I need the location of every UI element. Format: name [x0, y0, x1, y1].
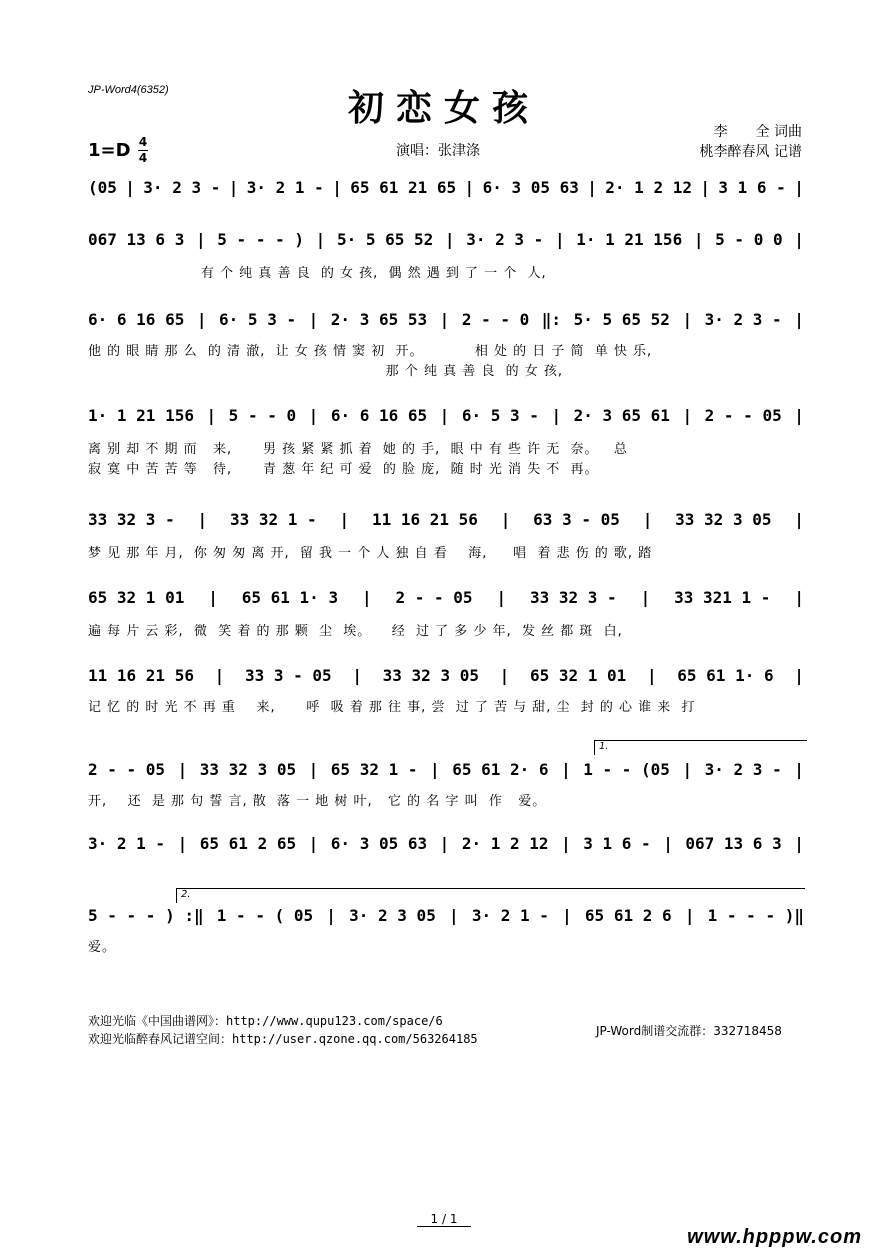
measure: 5 - - - ) [217, 230, 304, 249]
measure: 3· 2 3 - [704, 310, 782, 329]
barline: | [663, 834, 673, 853]
measure: 2 - - 0 [461, 310, 530, 329]
lyric-line-8: 开, 还 是 那 句 誓 言, 散 落 一 地 树 叶, 它 的 名 字 叫 作 爱。 [88, 794, 547, 809]
measure: 2· 3 65 61 [573, 406, 670, 425]
site-watermark: www.hpppw.com [687, 1226, 862, 1248]
score-row [88, 906, 804, 925]
barline: | [444, 230, 455, 249]
measure: 65 32 1 01 [529, 666, 627, 685]
barline: | [308, 760, 319, 779]
barline: | [430, 760, 440, 779]
measure: 2· 3 65 53 [330, 310, 428, 329]
barline: | [794, 406, 804, 425]
barline: | [308, 406, 319, 425]
measure: 6· 6 16 65 [330, 406, 428, 425]
barline: | [682, 310, 693, 329]
measure: 65 32 1 - [330, 760, 418, 779]
barline: | [439, 834, 450, 853]
barline: | [332, 178, 342, 197]
lyric-line-6: 遍 每 片 云 彩, 微 笑 着 的 那 颗 尘 埃。 经 过 了 多 少 年, 发 丝 都 斑 白, [88, 624, 623, 639]
barline: | [794, 666, 804, 685]
score-row [88, 834, 804, 853]
measure: 2 - - 05 [704, 406, 782, 425]
measure: (05 [88, 178, 117, 197]
measure: 3 1 6 - [583, 834, 651, 853]
measure: 33 3 - 05 [244, 666, 332, 685]
measure: 2 - - 05 [88, 760, 166, 779]
barline: | [642, 510, 653, 529]
measure: 11 16 21 56 [371, 510, 478, 529]
time-signature-bottom: 4 [138, 151, 148, 165]
measure: 65 61 21 65 [350, 178, 457, 197]
measure: 11 16 21 56 [88, 666, 194, 685]
time-signature [138, 136, 148, 165]
measure: 067 13 6 3 [685, 834, 782, 853]
barline: | [794, 310, 804, 329]
barline: | [228, 178, 239, 197]
barline: | [439, 310, 450, 329]
barline: | [693, 230, 704, 249]
barline: | [794, 588, 804, 607]
barline: 1 - - - )‖ [707, 906, 804, 925]
measure: 33 32 3 05 [675, 510, 772, 529]
lyric-line-5: 梦 见 那 年 月, 你 匆 匆 离 开, 留 我 一 个 人 独 自 看 海, 唱 着 悲 伤 的 歌, 踏 [88, 546, 653, 561]
barline: | [315, 230, 326, 249]
measure: 6· 5 3 - [461, 406, 539, 425]
measure: 3· 2 3 05 [349, 906, 436, 925]
barline: | [308, 310, 319, 329]
barline: | [794, 510, 804, 529]
barline: 5 - - - ) :‖ [88, 906, 204, 925]
barline: | [214, 666, 225, 685]
measure: 33 32 3 05 [382, 666, 479, 685]
barline: | [794, 178, 804, 197]
measure: 33 321 1 - [674, 588, 771, 607]
measure: 3· 2 3 - [466, 230, 544, 249]
measure: 3· 2 1 - [246, 178, 324, 197]
lyric-line-10: 爱。 [88, 940, 117, 955]
measure: 2· 1 2 12 [605, 178, 692, 197]
barline: | [496, 588, 507, 607]
footer-link-qupu[interactable]: 欢迎光临《中国曲谱网》：http://www.qupu123.com/space/6 [88, 1014, 443, 1028]
measure: 5· 5 65 52 [573, 310, 670, 329]
score-row [88, 510, 804, 529]
barline: | [682, 406, 693, 425]
barline: | [352, 666, 362, 685]
measure: 5 - - 0 [228, 406, 297, 425]
volta-second: 2. [176, 888, 805, 903]
measure: 3· 2 1 - [88, 834, 166, 853]
measure: 65 61 1· 6 [677, 666, 774, 685]
lyric-line-2: 有 个 纯 真 善 良 的 女 孩, 偶 然 遇 到 了 一 个 人, [88, 266, 547, 281]
lyric-line-3a: 他 的 眼 睛 那 么 的 清 澈, 让 女 孩 情 窦 初 开。 相 处 的 日 子 简 单 快 乐, [88, 344, 653, 359]
barline: | [794, 834, 804, 853]
lyric-line-3b: 那 个 纯 真 善 良 的 女 孩, [88, 364, 563, 379]
measure: 5· 5 65 52 [336, 230, 434, 249]
measure: 1 - - (05 [583, 760, 670, 779]
measure: 6· 6 16 65 [88, 310, 185, 329]
lyric-line-7: 记 忆 的 时 光 不 再 重 来, 呼 吸 着 那 往 事, 尝 过 了 苦 与 甜, 尘 封 的 心 谁 来 打 [88, 700, 696, 715]
lyricist-credit: 李 全 词曲 [713, 124, 802, 140]
singer-credit: 演唱：张津涤 [396, 143, 480, 159]
qq-group: JP-Word制谱交流群：332718458 [596, 1024, 782, 1038]
lyric-line-4b: 寂 寞 中 苦 苦 等 待, 青 葱 年 纪 可 爱 的 脸 庞, 随 时 光 消 失 不 再。 [88, 462, 599, 477]
barline: | [196, 310, 207, 329]
measure: 65 61 2· 6 [452, 760, 549, 779]
barline: | [700, 178, 710, 197]
software-label: JP-Word4(6352) [88, 84, 169, 96]
transcriber-credit: 桃李醉春风 记谱 [699, 144, 802, 160]
score-row [88, 760, 804, 779]
measure: 1· 1 21 156 [88, 406, 194, 425]
barline: | [794, 230, 804, 249]
barline: | [500, 510, 511, 529]
measure: 3· 2 3 - [704, 760, 782, 779]
barline: | [684, 906, 695, 925]
measure: 33 32 3 05 [199, 760, 297, 779]
measure: 6· 5 3 - [219, 310, 297, 329]
measure: 33 32 1 - [229, 510, 317, 529]
footer-link-qzone[interactable]: 欢迎光临醉春风记谱空间：http://user.qzone.qq.com/563264185 [88, 1032, 478, 1046]
barline: | [308, 834, 319, 853]
barline: | [587, 178, 597, 197]
barline: | [464, 178, 475, 197]
measure: 63 3 - 05 [533, 510, 620, 529]
measure: 3· 2 3 - [143, 178, 221, 197]
measure: 2· 1 2 12 [461, 834, 549, 853]
measure: 2 - - 05 [395, 588, 473, 607]
barline: | [551, 406, 562, 425]
barline: | [554, 230, 565, 249]
barline: | [361, 588, 372, 607]
measure: 65 61 2 6 [584, 906, 672, 925]
barline: | [682, 760, 693, 779]
score-row [88, 406, 804, 425]
measure: 3 1 6 - [718, 178, 786, 197]
measure: 65 32 1 01 [88, 588, 185, 607]
measure: 6· 3 05 63 [330, 834, 428, 853]
key-signature: 1=D [88, 140, 131, 161]
barline: | [206, 406, 217, 425]
barline: | [339, 510, 350, 529]
barline: | [562, 906, 572, 925]
barline: | [646, 666, 657, 685]
measure: 5 - 0 0 [715, 230, 783, 249]
barline: | [195, 230, 206, 249]
barline: | [449, 906, 459, 925]
score-row [88, 588, 804, 607]
score-row [88, 178, 804, 197]
measure: 067 13 6 3 [88, 230, 185, 249]
barline: | [197, 510, 208, 529]
barline: | [561, 760, 571, 779]
barline: | [177, 834, 188, 853]
score-row [88, 230, 804, 249]
barline: | [177, 760, 188, 779]
page-number: 1 / 1 [0, 1212, 888, 1226]
measure: 65 61 2 65 [199, 834, 297, 853]
barline: | [439, 406, 450, 425]
score-row [88, 310, 804, 329]
time-signature-top: 4 [138, 135, 148, 149]
lyric-line-4a: 离 别 却 不 期 而 来, 男 孩 紧 紧 抓 着 她 的 手, 眼 中 有 些 许 无 奈。 总 [88, 442, 628, 457]
measure: 65 61 1· 3 [241, 588, 339, 607]
song-title: 初恋女孩 [347, 87, 540, 129]
barline: | [561, 834, 571, 853]
score-row [88, 666, 804, 685]
barline: | [208, 588, 218, 607]
measure: 6· 3 05 63 [482, 178, 579, 197]
measure: 33 32 3 - [88, 510, 175, 529]
barline: | [794, 760, 804, 779]
measure: 1· 1 21 156 [576, 230, 683, 249]
volta-first: 1. [594, 740, 807, 755]
barline: | [499, 666, 510, 685]
measure: 33 32 3 - [529, 588, 617, 607]
measure: 1 - - ( 05 [216, 906, 314, 925]
measure: 3· 2 1 - [471, 906, 549, 925]
barline: ‖: [541, 310, 562, 329]
barline: | [125, 178, 135, 197]
barline: | [326, 906, 336, 925]
barline: | [640, 588, 651, 607]
